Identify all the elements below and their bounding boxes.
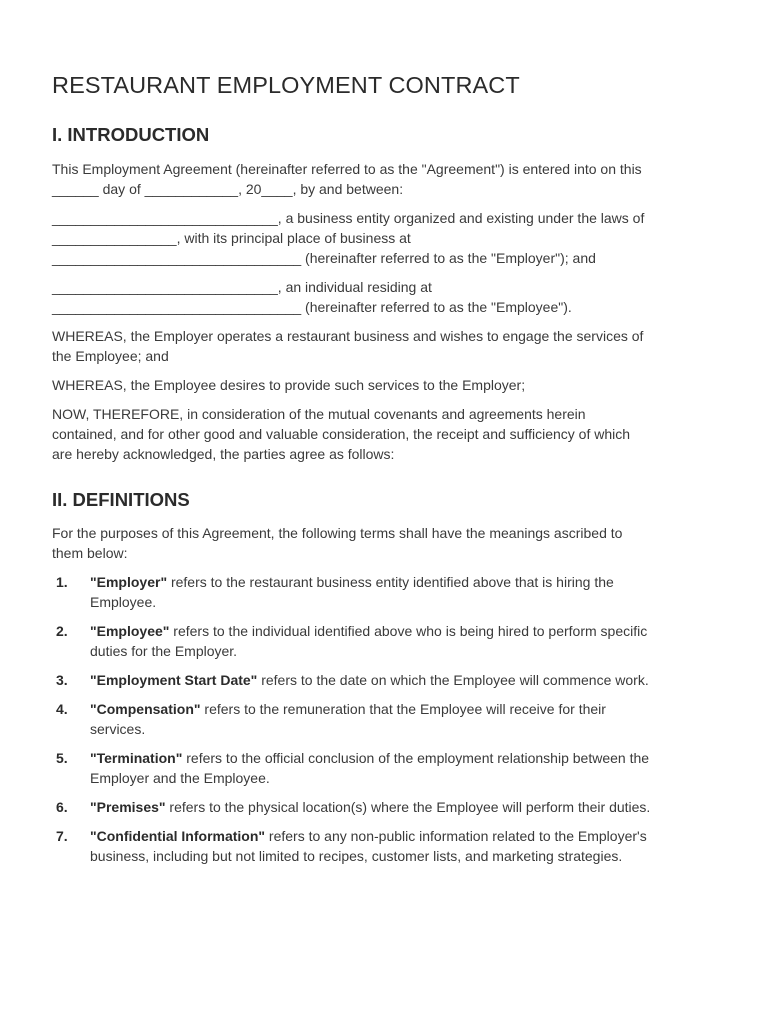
text-line: WHEREAS, the Employee desires to provide such services to the Employer; bbox=[52, 377, 526, 393]
agreement-paragraph bbox=[52, 159, 712, 199]
definitions-list bbox=[52, 572, 712, 866]
defined-term: "Termination" bbox=[90, 750, 183, 766]
definition-item bbox=[52, 826, 712, 866]
defined-term: "Premises" bbox=[90, 799, 166, 815]
text-line: _____________________________, a business entity organized and existing under the laws of bbox=[52, 210, 645, 226]
definition-text: Employee. bbox=[90, 594, 157, 610]
definition-text: refers to the official conclusion of the employment relationship between the bbox=[182, 750, 650, 766]
text-line: For the purposes of this Agreement, the following terms shall have the meanings ascribed to bbox=[52, 525, 623, 541]
text-line: contained, and for other good and valuable consideration, the receipt and sufficiency of which bbox=[52, 426, 631, 442]
defined-term: "Employment Start Date" bbox=[90, 672, 258, 688]
text-line: NOW, THEREFORE, in consideration of the mutual covenants and agreements herein bbox=[52, 406, 586, 422]
text-line: ________________________________ (hereinafter referred to as the "Employer"); and bbox=[52, 250, 596, 266]
definition-text: services. bbox=[90, 721, 146, 737]
whereas-employer-paragraph bbox=[52, 326, 712, 366]
item-number: 1. bbox=[56, 574, 68, 590]
employer-party-paragraph bbox=[52, 208, 712, 268]
item-number: 5. bbox=[56, 750, 68, 766]
item-number: 4. bbox=[56, 701, 68, 717]
document-title: RESTAURANT EMPLOYMENT CONTRACT bbox=[52, 72, 520, 98]
definition-text: refers to the restaurant business entity identified above that is hiring the bbox=[167, 574, 614, 590]
defined-term: "Employee" bbox=[90, 623, 170, 639]
definition-text: duties for the Employer. bbox=[90, 643, 238, 659]
text-line: This Employment Agreement (hereinafter referred to as the "Agreement") is entered into on this bbox=[52, 161, 642, 177]
definition-text: refers to any non-public information related to the Employer's bbox=[265, 828, 647, 844]
defined-term: "Compensation" bbox=[90, 701, 201, 717]
now-therefore-paragraph bbox=[52, 404, 712, 464]
text-line: ______ day of ____________, 20____, by and between: bbox=[52, 181, 404, 197]
item-number: 7. bbox=[56, 828, 68, 844]
item-number: 2. bbox=[56, 623, 68, 639]
text-line: ________________, with its principal place of business at bbox=[52, 230, 411, 246]
definition-text: refers to the physical location(s) where the Employee will perform their duties. bbox=[165, 799, 651, 815]
definition-text: refers to the date on which the Employee will commence work. bbox=[257, 672, 649, 688]
definition-item bbox=[52, 572, 712, 612]
defined-term: "Employer" bbox=[90, 574, 168, 590]
definition-text: refers to the individual identified above who is being hired to perform specific bbox=[169, 623, 648, 639]
item-number: 3. bbox=[56, 672, 68, 688]
item-number: 6. bbox=[56, 799, 68, 815]
definition-item bbox=[52, 748, 712, 788]
text-line: ________________________________ (hereinafter referred to as the "Employee"). bbox=[52, 299, 572, 315]
document-page bbox=[52, 70, 712, 875]
section-heading-introduction: I. INTRODUCTION bbox=[52, 124, 210, 145]
definition-item bbox=[52, 699, 712, 739]
text-line: are hereby acknowledged, the parties agree as follows: bbox=[52, 446, 395, 462]
text-line: the Employee; and bbox=[52, 348, 169, 364]
whereas-employee-paragraph bbox=[52, 375, 712, 395]
employee-party-paragraph bbox=[52, 277, 712, 317]
section-heading-definitions: II. DEFINITIONS bbox=[52, 489, 190, 510]
definition-text: refers to the remuneration that the Employee will receive for their bbox=[200, 701, 606, 717]
definition-item bbox=[52, 797, 712, 817]
definition-text: Employer and the Employee. bbox=[90, 770, 270, 786]
definitions-intro-paragraph bbox=[52, 523, 712, 563]
definition-text: business, including but not limited to recipes, customer lists, and marketing strategies. bbox=[90, 848, 623, 864]
text-line: WHEREAS, the Employer operates a restaurant business and wishes to engage the services of bbox=[52, 328, 644, 344]
text-line: them below: bbox=[52, 545, 128, 561]
definition-item bbox=[52, 670, 712, 690]
defined-term: "Confidential Information" bbox=[90, 828, 266, 844]
definition-item bbox=[52, 621, 712, 661]
text-line: _____________________________, an individual residing at bbox=[52, 279, 432, 295]
